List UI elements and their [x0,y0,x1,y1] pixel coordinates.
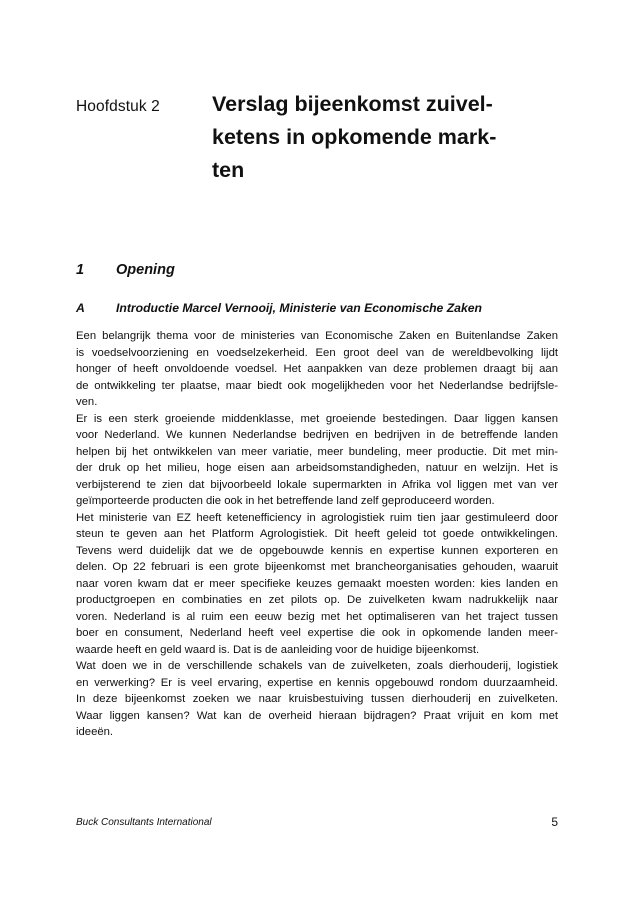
body-text [76,328,558,741]
section-heading [76,262,175,278]
footer-company: Buck Consultants International [76,817,212,828]
body-line: Een belangrijk thema voor de ministeries van Economische Zaken en Buitenlandse Zaken [76,330,558,342]
chapter-title-line: Verslag bijeenkomst zuivel- [212,92,493,116]
subsection-letter: A [76,301,85,315]
body-line: Waar liggen kansen? Wat kan de overheid hieraan bijdragen? Praat vrijuit en kom met [76,709,558,722]
body-line: voren. Nederland is al ruim een eeuw bezig met het optimaliseren van het traject tussen [76,610,558,623]
subsection-heading [76,301,482,315]
body-line: der druk op het milieu, hoge eisen aan arbeidsomstandigheden, natuur en welzijn. Het is [76,462,558,474]
body-line: naar voren kwam dat er meer specifieke keuzes gemaakt moesten worden: kies landen en [76,577,558,590]
chapter-label: Hoofdstuk 2 [76,98,160,115]
body-line: Er is een sterk groeiende middenklasse, met groeiende bestedingen. Daar liggen kansen [76,412,558,425]
body-line: Wat doen we in de verschillende schakels van de zuivelketen, zoals dierhouderij, logistiek [76,660,558,672]
body-line: is voedselvoorziening en voedselzekerheid. Een groot deel van de wereldbevolking lijdt [76,346,558,359]
body-line: geïmporteerde producten die ook in het betreffende land zelf geproduceerd worden. [76,495,495,507]
body-line: productgroepen en combinaties en zet pilots op. De zuivelketen kwam nadrukkelijk naar [76,594,558,606]
body-line: verbijsterend te zien dat bijvoorbeeld lokale supermarkten in Afrika vol liggen met van ver [76,478,558,491]
body-line: Het ministerie van EZ heeft ketenefficiency in agrologistiek ruim tien jaar gestimuleerd door [76,511,558,524]
body-line: helpen bij het ontwikkelen van meer variatie, meer bundeling, meer productie. Dit met min- [76,445,558,458]
chapter-title [212,88,558,187]
body-line: en verwerking? Er is veel ervaring, expertise en kennis opgebouwd rondom duurzaamheid. [76,676,558,689]
body-line: delen. Op 22 februari is een grote bijeenkomst met brancheorganisaties gehouden, waaruit [76,561,558,573]
page-number: 5 [551,815,558,829]
body-line: honger of heeft onvoldoende voedsel. Het aanpakken van deze problemen draagt bij aan [76,363,558,375]
body-line: boer en consument, Nederland heeft veel expertise die ook in opkomende landen meer- [76,627,558,639]
chapter-title-line: ketens in opkomende mark- [212,125,497,149]
body-line: In deze bijeenkomst zoeken we naar kruisbestuiving tussen dierhouderij en zuivelketen. [76,693,558,705]
body-line: ven. [76,396,98,408]
body-line: Tevens werd duidelijk dat we de opgebouwde kennis en expertise kunnen exporteren en [76,544,558,557]
subsection-title: Introductie Marcel Vernooij, Ministerie van Economische Zaken [116,301,482,315]
chapter-title-line: ten [212,158,245,182]
body-line: steun te geven aan het Platform Agrologistiek. Dit heeft geleid tot goede ontwikkelingen. [76,528,558,540]
body-line: ideeën. [76,726,114,738]
body-line: waarde heeft en geld waard is. Dat is de aanleiding voor de huidige bijeenkomst. [76,643,480,656]
body-line: voor Nederland. We kunnen Nederlandse bedrijven en bedrijven in de betreffende landen [76,429,558,441]
body-line: de ontwikkeling ter plaatse, maar biedt ook mogelijkheden voor het Nederlandse bedrijfsle- [76,379,558,392]
section-number: 1 [76,262,85,278]
section-title: Opening [116,262,175,278]
